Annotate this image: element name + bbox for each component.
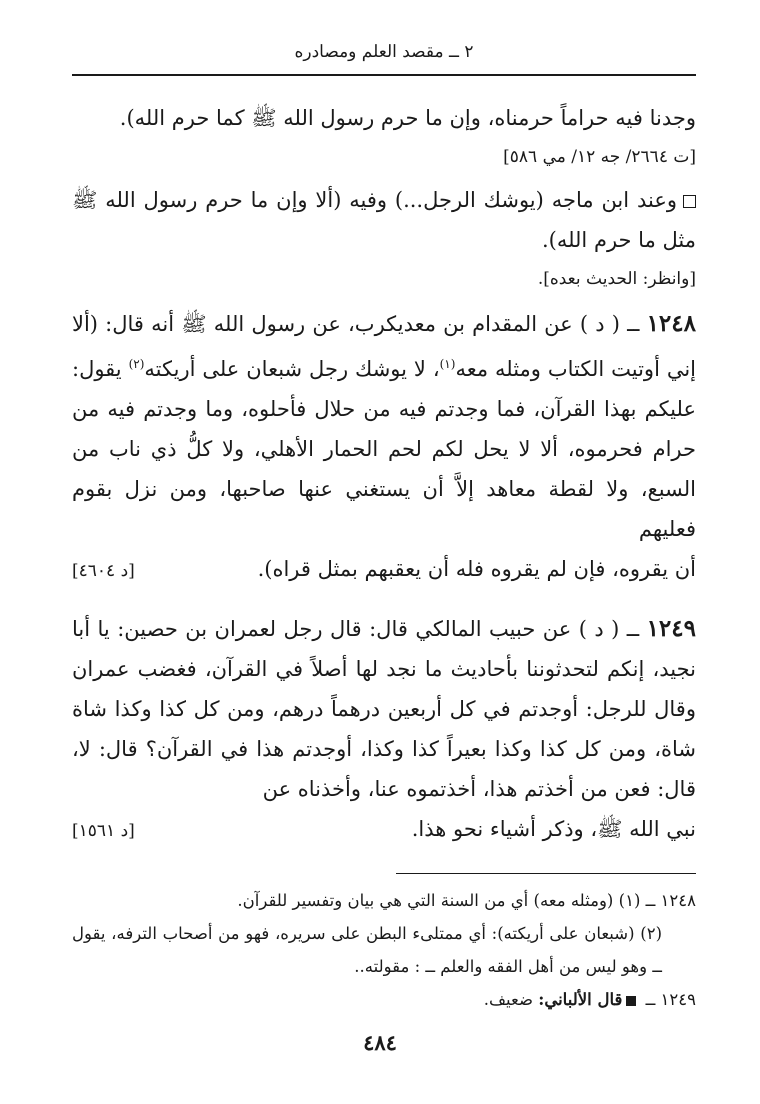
hadith-1249-number: ١٢٤٩ [646, 615, 696, 642]
footnote-divider [396, 873, 696, 874]
continued-paragraph: وجدنا فيه حراماً حرمناه، وإن ما حرم رسول الله ﷺ كما حرم الله). [119, 106, 696, 130]
albani-label: قال الألباني: [538, 990, 623, 1009]
footnote-mark-2: (٢) [128, 357, 145, 371]
page-body [72, 40, 696, 1016]
hadith-1248-last-line: أن يقروه، فإن لم يقروه فله أن يعقبهم بمثل قراه). [د ٤٦٠٤] [72, 549, 696, 591]
footnote-3: ١٢٤٩ ــ قال الألباني: ضعيف. [483, 990, 696, 1009]
footnote-1: ١٢٤٨ ــ (١) (ومثله معه) أي من السنة التي هي بيان وتفسير للقرآن. [237, 891, 696, 910]
hadith-1248 [72, 304, 696, 591]
hadith-1248-ref: [د ٤٦٠٤] [72, 561, 135, 581]
hadith-1249-last-line: نبي الله ﷺ، وذكر أشياء نحو هذا. [د ١٥٦١] [72, 809, 696, 851]
hadith-1249 [72, 609, 696, 851]
hadith-1249-ref: [د ١٥٦١] [72, 821, 135, 841]
hadith-1249-text: ١٢٤٩ ــ ( د ) عن حبيب المالكي قال: قال رجل لعمران بن حصين: يا أبا نجيد، إنكم لتحدثوننا بأحاديث ما نجد لها أصلاً في القرآن، فغضب عمران وقال للرجل: أوجدتم في كل أربعين درهماً درهم، ومن كل كذا وكذا شاة شاة، ومن كل كذا وكذا بعيراً كذا وكذا، أوجدتم هذا في القرآن؟ قال: لا، قال: فعن من أخذتم هذا، أخذتموه عنا، وأخذناه عن [72, 615, 696, 801]
footnote-2: (٢) (شبعان على أريكته): أي ممتلىء البطن على سريره، فهو من أصحاب الترفه، يقول ــ وهو ليس من أهل الفقه والعلم ــ : مقولته.. [72, 924, 662, 976]
page-number: ٤٨٤ [363, 1030, 397, 1055]
continued-source-ref: [ت ٢٦٦٤/ جه ١٢/ مي ٥٨٦] [503, 147, 696, 167]
albani-grade: ضعيف. [483, 990, 533, 1009]
ibn-majah-ref: [وانظر: الحديث بعده]. [537, 269, 696, 289]
hadith-1248-number: ١٢٤٨ [646, 310, 696, 337]
running-head: ٢ ــ مقصد العلم ومصادره [72, 40, 696, 76]
square-icon [683, 195, 696, 208]
footnote-mark-1: (١) [439, 357, 456, 371]
ibn-majah-text: وعند ابن ماجه (يوشك الرجل...) وفيه (ألا وإن ما حرم رسول الله ﷺ مثل ما حرم الله). [72, 188, 696, 252]
ibn-majah-paragraph [72, 180, 696, 260]
hadith-1248-text: ١٢٤٨ ــ ( د ) عن المقدام بن معديكرب، عن رسول الله ﷺ أنه قال: (ألا إني أوتيت الكتاب ومثله معه$^{(١)}$، لا يوشك رجل شبعان على أريكته$^{(٢)}$ يقول: عليكم بهذا القرآن، فما وجدتم فيه من حلال فأحلوه، وما وجدتم فيه من حرام فحرموه، ألا لا يحل لكم لحم الحمار الأهلي، ولا كلُّ ذي ناب من السبع، ولا لقطة معاهد إلاَّ أن يستغني عنها صاحبها، ومن نزل بقوم فعليهم [72, 310, 697, 541]
filled-square-icon [626, 996, 636, 1006]
